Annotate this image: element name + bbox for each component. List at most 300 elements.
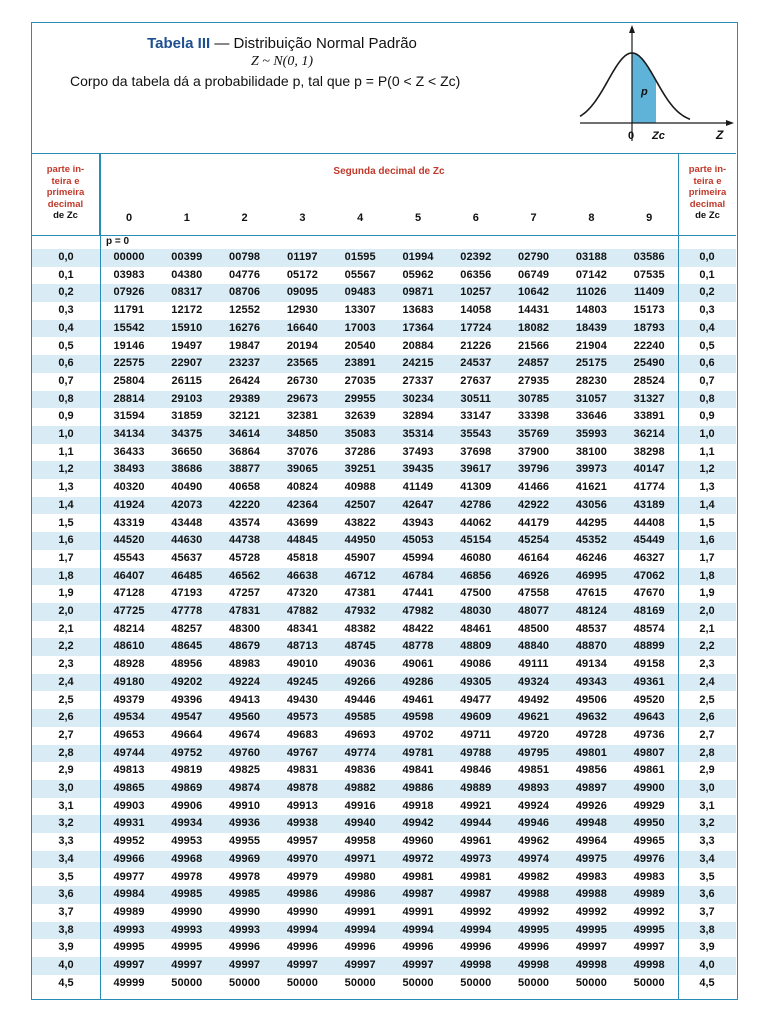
- table-cell: 48956: [171, 658, 203, 671]
- table-cell: 49903: [113, 799, 145, 812]
- table-cell: 49986: [286, 888, 318, 901]
- table-cell: 47615: [575, 587, 607, 600]
- table-cell: 49993: [171, 923, 203, 936]
- table-cell: 50000: [286, 976, 318, 989]
- table-cell: 38493: [113, 463, 145, 476]
- table-cell: 49994: [402, 923, 434, 936]
- side-label-line: teira e: [51, 175, 80, 187]
- table-cell: 34614: [229, 428, 261, 440]
- row-label-right: 1,0: [699, 428, 715, 440]
- row-label-left: 2,7: [58, 728, 74, 741]
- table-cell: 49936: [229, 817, 261, 830]
- table-cell: 49992: [575, 905, 607, 918]
- table-row: [32, 904, 736, 922]
- row-label-right: 2,1: [699, 622, 715, 635]
- table-cell: 49994: [286, 923, 318, 936]
- table-cell: 47441: [402, 587, 434, 600]
- table-cell: 44630: [171, 534, 203, 547]
- table-cell: 49996: [402, 941, 434, 954]
- table-cell: 20540: [344, 339, 376, 352]
- table-cell: 47128: [113, 587, 145, 600]
- table-cell: 48030: [460, 605, 492, 617]
- table-cell: 49975: [575, 852, 607, 865]
- table-cell: 46080: [460, 551, 492, 564]
- table-cell: 49461: [402, 693, 434, 706]
- table-cell: 49926: [575, 799, 607, 812]
- table-cell: 33891: [633, 410, 665, 423]
- table-cell: 49997: [171, 959, 203, 971]
- table-cell: 49961: [460, 835, 492, 848]
- table-cell: 07535: [633, 268, 665, 281]
- table-cell: 48214: [113, 622, 145, 635]
- table-cell: 46246: [575, 551, 607, 564]
- table-cell: 47257: [229, 587, 261, 600]
- table-cell: 49446: [344, 693, 376, 706]
- table-cell: 29955: [344, 392, 376, 405]
- column-header-digit: 0: [125, 212, 133, 224]
- table-cell: 49795: [518, 746, 550, 759]
- table-cell: 49997: [402, 959, 434, 971]
- column-header-digit: 1: [183, 212, 190, 224]
- table-cell: 48124: [575, 605, 607, 617]
- row-label-left: 0,5: [58, 339, 74, 352]
- table-cell: 32894: [402, 410, 434, 423]
- table-cell: 47932: [344, 605, 376, 617]
- table-cell: 24537: [460, 357, 492, 370]
- table-row: [32, 479, 736, 497]
- row-label-left: 1,5: [58, 516, 74, 529]
- table-cell: 24857: [518, 357, 550, 370]
- table-cell: 27035: [344, 374, 376, 387]
- table-cell: 13683: [402, 304, 434, 317]
- row-label-left: 4,0: [58, 959, 74, 971]
- table-cell: 45352: [575, 534, 607, 547]
- table-cell: 49995: [171, 941, 203, 954]
- table-cell: 18793: [633, 321, 665, 334]
- table-cell: 12552: [229, 304, 261, 317]
- table-cell: 34375: [171, 428, 203, 440]
- table-cell: 16640: [286, 321, 318, 334]
- table-cell: 49585: [344, 711, 376, 724]
- table-cell: 49942: [402, 817, 434, 830]
- subtitle: Z ~ N(0, 1): [250, 54, 314, 69]
- table-cell: 49632: [575, 711, 607, 724]
- table-cell: 49964: [575, 835, 607, 848]
- table-cell: 49430: [286, 693, 318, 706]
- table-cell: 26115: [171, 374, 203, 387]
- table-cell: 41621: [575, 481, 607, 494]
- table-row: [32, 727, 736, 745]
- table-row: [32, 426, 736, 444]
- row-label-left: 3,2: [58, 817, 74, 830]
- table-cell: 31594: [113, 410, 145, 423]
- table-cell: 14803: [575, 304, 607, 317]
- table-cell: 50000: [402, 976, 434, 989]
- table-cell: 32639: [344, 410, 376, 423]
- table-cell: 49158: [633, 658, 665, 671]
- table-cell: 22240: [633, 339, 665, 352]
- label-p: p: [641, 86, 648, 98]
- column-header-digit: 3: [299, 212, 306, 224]
- table-cell: 42073: [171, 498, 203, 511]
- table-cell: 38686: [171, 463, 203, 476]
- table-cell: 49976: [633, 852, 665, 865]
- side-label-line: decimal: [689, 198, 726, 210]
- row-label-right: 0,1: [699, 268, 715, 281]
- table-cell: 45818: [286, 551, 318, 564]
- table-cell: 49534: [113, 711, 145, 724]
- table-cell: 43319: [113, 516, 145, 529]
- row-label-left: 1,1: [58, 445, 74, 458]
- table-row: [32, 461, 736, 479]
- table-cell: 02392: [460, 251, 492, 263]
- row-label-right: 1,1: [699, 445, 715, 458]
- table-row: [32, 957, 736, 975]
- table-cell: 49621: [518, 711, 550, 724]
- column-header-digit: 4: [357, 212, 364, 224]
- table-cell: 10642: [518, 286, 550, 299]
- table-cell: 36433: [113, 445, 145, 458]
- row-label-right: 3,9: [699, 941, 715, 954]
- table-cell: 15910: [171, 321, 203, 334]
- table-cell: 47725: [113, 605, 145, 617]
- row-label-right: 1,5: [699, 516, 715, 529]
- table-cell: 49825: [229, 764, 261, 777]
- table-cell: 49985: [171, 888, 203, 901]
- table-cell: 49361: [633, 675, 665, 688]
- table-row: [32, 373, 736, 391]
- table-cell: 34850: [286, 428, 318, 440]
- table-row: [32, 798, 736, 816]
- row-label-right: 3,8: [699, 923, 715, 936]
- table-cell: 44950: [344, 534, 376, 547]
- table-cell: 49343: [575, 675, 607, 688]
- table-cell: 49245: [286, 675, 318, 688]
- table-cell: 48809: [460, 640, 492, 653]
- left-side-header: [32, 154, 100, 236]
- row-label-left: 2,9: [58, 764, 74, 777]
- table-frame: [31, 22, 738, 1000]
- table-cell: 43448: [171, 516, 203, 529]
- table-cell: 48341: [286, 622, 318, 635]
- table-cell: 35314: [402, 428, 434, 440]
- table-cell: 49940: [344, 817, 376, 830]
- table-cell: 47670: [633, 587, 665, 600]
- side-label-line: primeira: [688, 187, 727, 198]
- table-cell: 37900: [518, 445, 550, 458]
- table-cell: 14058: [460, 304, 492, 317]
- row-label-left: 2,8: [58, 746, 74, 759]
- table-cell: 49924: [518, 799, 550, 812]
- table-cell: 49996: [344, 941, 376, 954]
- table-cell: 45053: [402, 534, 434, 547]
- table-cell: 14431: [518, 304, 550, 317]
- table-cell: 40320: [113, 481, 145, 494]
- table-cell: 47381: [344, 587, 376, 600]
- row-label-right: 2,4: [699, 675, 715, 688]
- table-cell: 09871: [402, 286, 434, 299]
- table-cell: 48077: [518, 605, 550, 617]
- table-cell: 47882: [286, 605, 318, 617]
- row-label-left: 1,9: [58, 587, 74, 600]
- table-cell: 49985: [229, 888, 261, 901]
- table-cell: 49965: [633, 835, 665, 848]
- table-cell: 47062: [633, 569, 665, 582]
- table-cell: 49801: [575, 746, 607, 759]
- table-cell: 44179: [518, 516, 550, 529]
- table-row: [32, 762, 736, 780]
- table-row: [32, 745, 736, 763]
- side-label-line: parte in-: [688, 164, 727, 175]
- table-cell: 45637: [171, 551, 203, 564]
- side-label-right: [679, 154, 736, 222]
- table-cell: 49990: [171, 905, 203, 918]
- table-cell: 49984: [113, 888, 145, 901]
- table-cell: 44520: [113, 534, 145, 547]
- table-cell: 49996: [518, 941, 550, 954]
- table-cell: 49998: [633, 959, 665, 971]
- row-label-right: 1,7: [699, 551, 715, 564]
- table-cell: 43056: [575, 498, 607, 511]
- table-cell: 31327: [633, 392, 665, 405]
- table-cell: 48679: [229, 640, 261, 653]
- table-cell: 49974: [518, 852, 550, 865]
- table-row: [32, 497, 736, 515]
- table-cell: 11791: [113, 304, 145, 317]
- table-cell: 19146: [113, 339, 145, 352]
- row-label-right: 0,3: [699, 304, 715, 317]
- table-cell: 49994: [460, 923, 492, 936]
- table-cell: 49520: [633, 693, 665, 706]
- table-cell: 40658: [229, 481, 261, 494]
- row-label-left: 2,0: [58, 605, 74, 617]
- table-cell: 46856: [460, 569, 492, 582]
- row-label-right: 1,6: [699, 534, 715, 547]
- table-cell: 09483: [344, 286, 376, 299]
- table-cell: 49981: [402, 870, 434, 883]
- table-cell: 48169: [633, 605, 665, 617]
- table-cell: 28230: [575, 374, 607, 387]
- table-row: [32, 975, 736, 993]
- table-cell: 05567: [344, 268, 376, 281]
- table-cell: 31859: [171, 410, 203, 423]
- table-cell: 49036: [344, 658, 376, 671]
- table-cell: 49997: [633, 941, 665, 954]
- table-cell: 49788: [460, 746, 492, 759]
- row-label-left: 0,1: [58, 268, 74, 281]
- table-cell: 35543: [460, 428, 492, 440]
- table-cell: 49560: [229, 711, 261, 724]
- table-row: [32, 603, 736, 621]
- table-cell: 49653: [113, 728, 145, 741]
- table-cell: 40824: [286, 481, 318, 494]
- table-cell: 49989: [633, 888, 665, 901]
- table-cell: 44062: [460, 516, 492, 529]
- table-cell: 49952: [113, 835, 145, 848]
- table-cell: 28524: [633, 374, 665, 387]
- table-cell: 39251: [344, 463, 376, 476]
- table-row: [32, 869, 736, 887]
- table-cell: 49983: [633, 870, 665, 883]
- table-cell: 40490: [171, 481, 203, 494]
- table-cell: 49929: [633, 799, 665, 812]
- row-label-left: 0,3: [58, 304, 74, 317]
- table-cell: 22575: [113, 357, 145, 370]
- row-label-right: 0,7: [699, 374, 715, 387]
- row-label-right: 2,9: [699, 764, 715, 777]
- table-cell: 21566: [518, 339, 550, 352]
- table-cell: 27637: [460, 374, 492, 387]
- table-row: [32, 939, 736, 957]
- table-cell: 49702: [402, 728, 434, 741]
- row-label-left: 0,6: [58, 357, 74, 370]
- table-cell: 43574: [229, 516, 261, 529]
- column-group-label: Segunda decimal de Zc: [333, 166, 445, 177]
- table-cell: 49958: [344, 835, 376, 848]
- table-cell: 47831: [229, 605, 261, 617]
- table-cell: 49683: [286, 728, 318, 741]
- table-cell: 49966: [113, 852, 145, 865]
- row-label-left: 1,8: [58, 569, 74, 582]
- table-cell: 37076: [286, 445, 318, 458]
- table-cell: 38298: [633, 445, 665, 458]
- table-row: [32, 408, 736, 426]
- table-cell: 36650: [171, 445, 203, 458]
- table-cell: 39617: [460, 463, 492, 476]
- table-cell: 49995: [113, 941, 145, 954]
- table-cell: 49972: [402, 852, 434, 865]
- table-cell: 50000: [460, 976, 492, 989]
- description: Corpo da tabela dá a probabilidade p, tal que p = P(0 < Z < Zc): [70, 73, 461, 89]
- table-row: [32, 815, 736, 833]
- row-label-right: 4,0: [699, 959, 715, 971]
- row-label-left: 2,3: [58, 658, 74, 671]
- row-label-left: 2,1: [58, 622, 74, 635]
- table-cell: 32121: [229, 410, 261, 423]
- table-cell: 17003: [344, 321, 376, 334]
- table-cell: 47558: [518, 587, 550, 600]
- row-label-left: 2,2: [58, 640, 74, 653]
- table-cell: 18439: [575, 321, 607, 334]
- table-cell: 49674: [229, 728, 261, 741]
- table-cell: 49998: [575, 959, 607, 971]
- row-label-left: 3,0: [58, 782, 74, 794]
- table-cell: 46562: [229, 569, 261, 582]
- table-cell: 46407: [113, 569, 145, 582]
- table-cell: 49897: [575, 782, 607, 794]
- table-cell: 49980: [344, 870, 376, 883]
- table-cell: 47320: [286, 587, 318, 600]
- table-cell: 48422: [402, 622, 434, 635]
- table-cell: 09095: [286, 286, 318, 299]
- row-label-right: 3,1: [699, 799, 715, 812]
- table-cell: 00798: [229, 251, 261, 263]
- table-cell: 30511: [460, 392, 492, 405]
- table-cell: 45154: [460, 534, 492, 547]
- row-label-right: 2,0: [699, 605, 715, 617]
- table-cell: 37493: [402, 445, 434, 458]
- table-cell: 49997: [344, 959, 376, 971]
- table-cell: 49992: [460, 905, 492, 918]
- table-cell: 34134: [113, 428, 145, 440]
- table-row: [32, 568, 736, 586]
- table-cell: 26730: [286, 374, 318, 387]
- table-cell: 49997: [229, 959, 261, 971]
- table-cell: 41309: [460, 481, 492, 494]
- table-cell: 49992: [518, 905, 550, 918]
- table-cell: 30234: [402, 392, 434, 405]
- table-cell: 46712: [344, 569, 376, 582]
- table-cell: 41149: [402, 481, 434, 494]
- table-cell: 49970: [286, 852, 318, 865]
- table-cell: 45254: [518, 534, 550, 547]
- table-row: [32, 302, 736, 320]
- table-cell: 49996: [460, 941, 492, 954]
- table-cell: 49836: [344, 764, 376, 777]
- table-cell: 48461: [460, 622, 492, 635]
- table-cell: 49889: [460, 782, 492, 794]
- table-cell: 12172: [171, 304, 203, 317]
- table-cell: 49918: [402, 799, 434, 812]
- table-cell: 22907: [171, 357, 203, 370]
- table-cell: 49492: [518, 693, 550, 706]
- table-cell: 49305: [460, 675, 492, 688]
- row-label-right: 3,6: [699, 888, 715, 901]
- table-cell: 08706: [229, 286, 261, 299]
- table-cell: 10257: [460, 286, 492, 299]
- table-cell: 49977: [113, 870, 145, 883]
- table-cell: 06749: [518, 268, 550, 281]
- table-cell: 46485: [171, 569, 203, 582]
- table-cell: 33398: [518, 410, 550, 423]
- table-cell: 42922: [518, 498, 550, 511]
- table-cell: 36214: [633, 428, 665, 440]
- side-label-left: [32, 154, 99, 222]
- table-cell: 20884: [402, 339, 434, 352]
- table-cell: 47500: [460, 587, 492, 600]
- row-label-right: 3,5: [699, 870, 715, 883]
- table-cell: 46327: [633, 551, 665, 564]
- table-cell: 23237: [229, 357, 261, 370]
- table-cell: 49948: [575, 817, 607, 830]
- vertical-axis-arrow: [629, 25, 635, 33]
- table-cell: 49379: [113, 693, 145, 706]
- table-row: [32, 851, 736, 869]
- row-label-left: 0,7: [58, 374, 74, 387]
- table-cell: 37286: [344, 445, 376, 458]
- table-cell: 49921: [460, 799, 492, 812]
- right-side-header: [678, 154, 736, 236]
- table-cell: 49061: [402, 658, 434, 671]
- table-cell: 00399: [171, 251, 203, 263]
- table-cell: 07142: [575, 268, 607, 281]
- table-row: [32, 709, 736, 727]
- table-cell: 26424: [229, 374, 261, 387]
- table-cell: 49598: [402, 711, 434, 724]
- row-label-left: 3,7: [58, 905, 74, 918]
- table-cell: 20194: [286, 339, 318, 352]
- table-cell: 49906: [171, 799, 203, 812]
- table-cell: 49968: [171, 852, 203, 865]
- table-cell: 17364: [402, 321, 434, 334]
- column-header-digit: 2: [241, 212, 248, 224]
- table-cell: 49953: [171, 835, 203, 848]
- table-cell: 02790: [518, 251, 550, 263]
- table-cell: 49979: [286, 870, 318, 883]
- table-cell: 43189: [633, 498, 665, 511]
- table-cell: 01994: [402, 251, 434, 263]
- row-label-right: 3,0: [699, 782, 715, 794]
